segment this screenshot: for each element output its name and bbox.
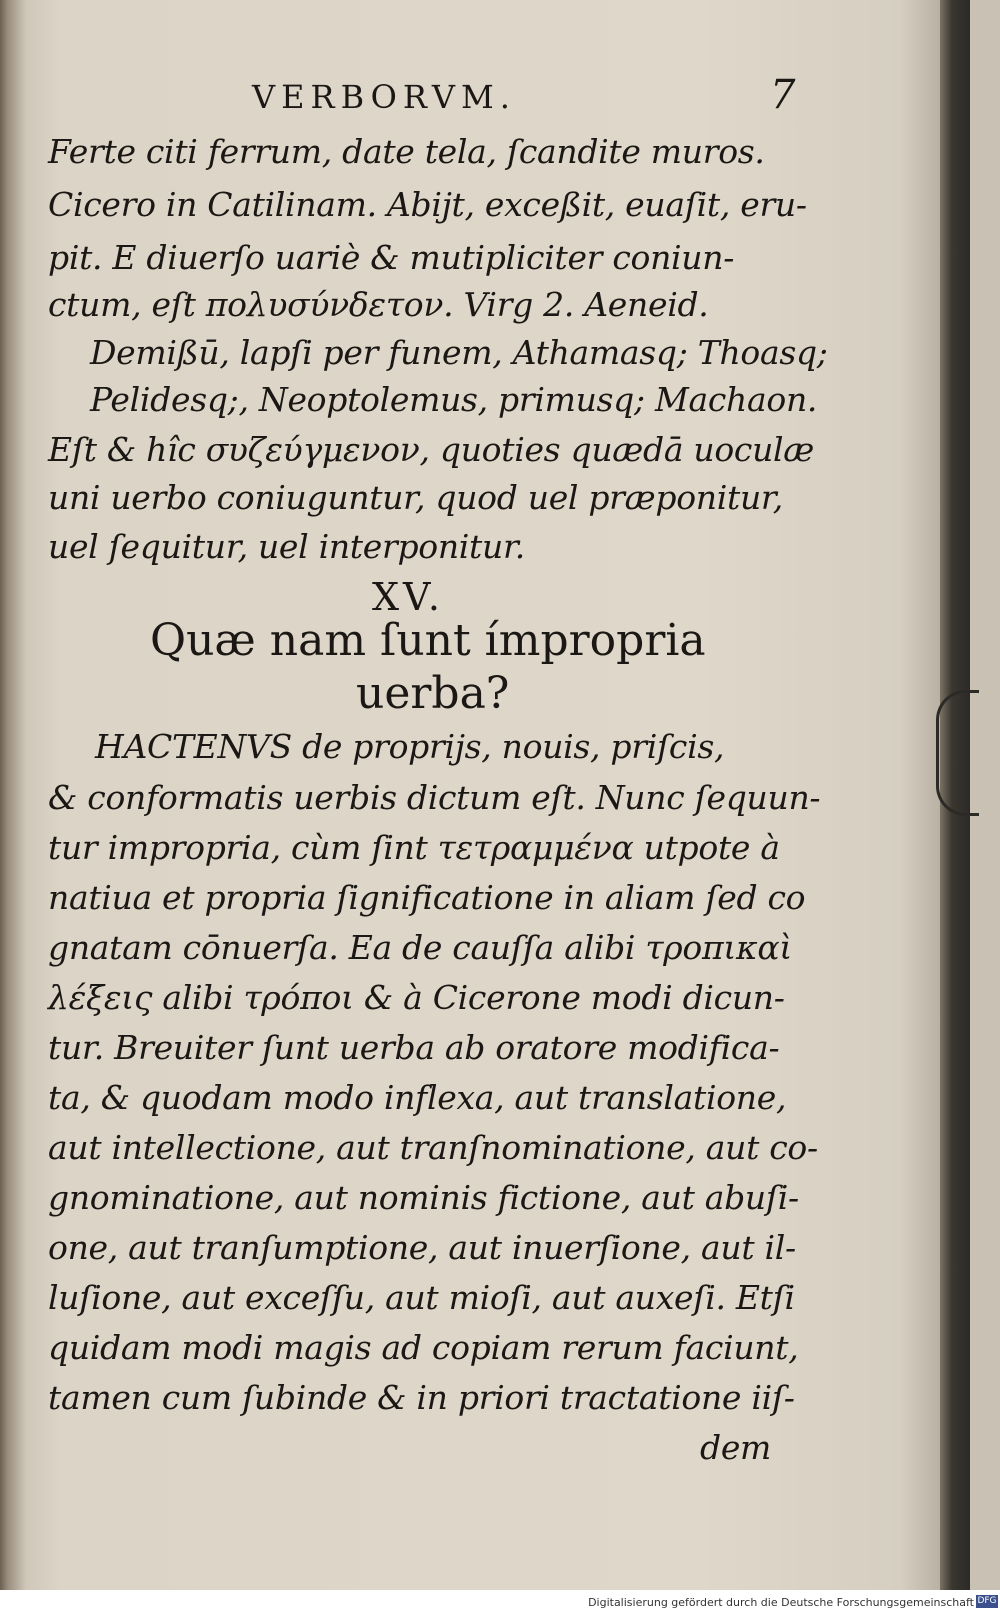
section-title-line1: Quæ nam ſunt ímpropria — [150, 615, 706, 666]
text-line: Eſt & hîc συζεύγμενον, quoties quædā uoculæ — [48, 430, 815, 469]
text-line: Cicero in Catilinam. Abijt, exceßit, euaſit, eru- — [48, 185, 807, 224]
text-line: tamen cum ſubinde & in priori tractatione iiſ- — [48, 1378, 795, 1417]
text-line: ctum, eſt πολυσύνδετον. Virg 2. Aeneid. — [48, 285, 709, 324]
text-line: quidam modi magis ad copiam rerum faciunt, — [48, 1328, 799, 1367]
funding-credit: Digitalisierung gefördert durch die Deutsche Forschungsgemeinschaft — [588, 1596, 974, 1609]
text-line: tur. Breuiter ſunt uerba ab oratore modifica- — [48, 1028, 780, 1067]
running-title: VERBORVM. — [252, 78, 516, 116]
text-line: natiua et propria ſignificatione in aliam ſed co — [48, 878, 806, 917]
text-line: ta, & quodam modo inflexa, aut translatione, — [48, 1078, 787, 1117]
text-line: one, aut tranſumptione, aut inuerſione, aut il- — [48, 1228, 796, 1267]
text-line: uni uerbo coniuguntur, quod uel præponitur, — [48, 478, 783, 517]
text-line: tur impropria, cùm ſint τετραμμένα utpote à — [48, 828, 780, 867]
catchword: dem — [700, 1428, 772, 1467]
text-line: Ferte citi ferrum, date tela, ſcandite muros. — [48, 132, 765, 171]
text-line: HACTENVS de proprijs, nouis, priſcis, — [95, 727, 725, 766]
section-title-line2: uerba? — [356, 668, 510, 719]
text-line: aut intellectione, aut tranſnominatione, aut co- — [48, 1128, 818, 1167]
page-number: 7 — [770, 72, 796, 118]
text-line: & conformatis uerbis dictum eſt. Nunc ſequun- — [48, 778, 821, 817]
text-line: pit. E diuerſo uariè & mutipliciter coniun- — [48, 238, 735, 277]
text-line: uel ſequitur, uel interponitur. — [48, 527, 525, 566]
text-line: luſione, aut exceſſu, aut mioſi, aut auxeſi. Etſi — [48, 1278, 795, 1317]
text-line: Demißū, lapſi per funem, Athamasq; Thoasq; — [90, 333, 828, 372]
text-line: gnominatione, aut nominis fictione, aut abuſi- — [48, 1178, 799, 1217]
section-numeral: XV. — [372, 575, 444, 619]
text-line: gnatam cōnuerſa. Ea de cauſſa alibi τροπικαὶ — [48, 928, 792, 967]
dfg-logo: DFG — [977, 1596, 997, 1606]
text-line: λέξεις alibi τρόποι & à Cicerone modi dicun- — [48, 978, 785, 1017]
text-line: Pelidesq;, Neoptolemus, primusq; Machaon. — [90, 380, 818, 419]
